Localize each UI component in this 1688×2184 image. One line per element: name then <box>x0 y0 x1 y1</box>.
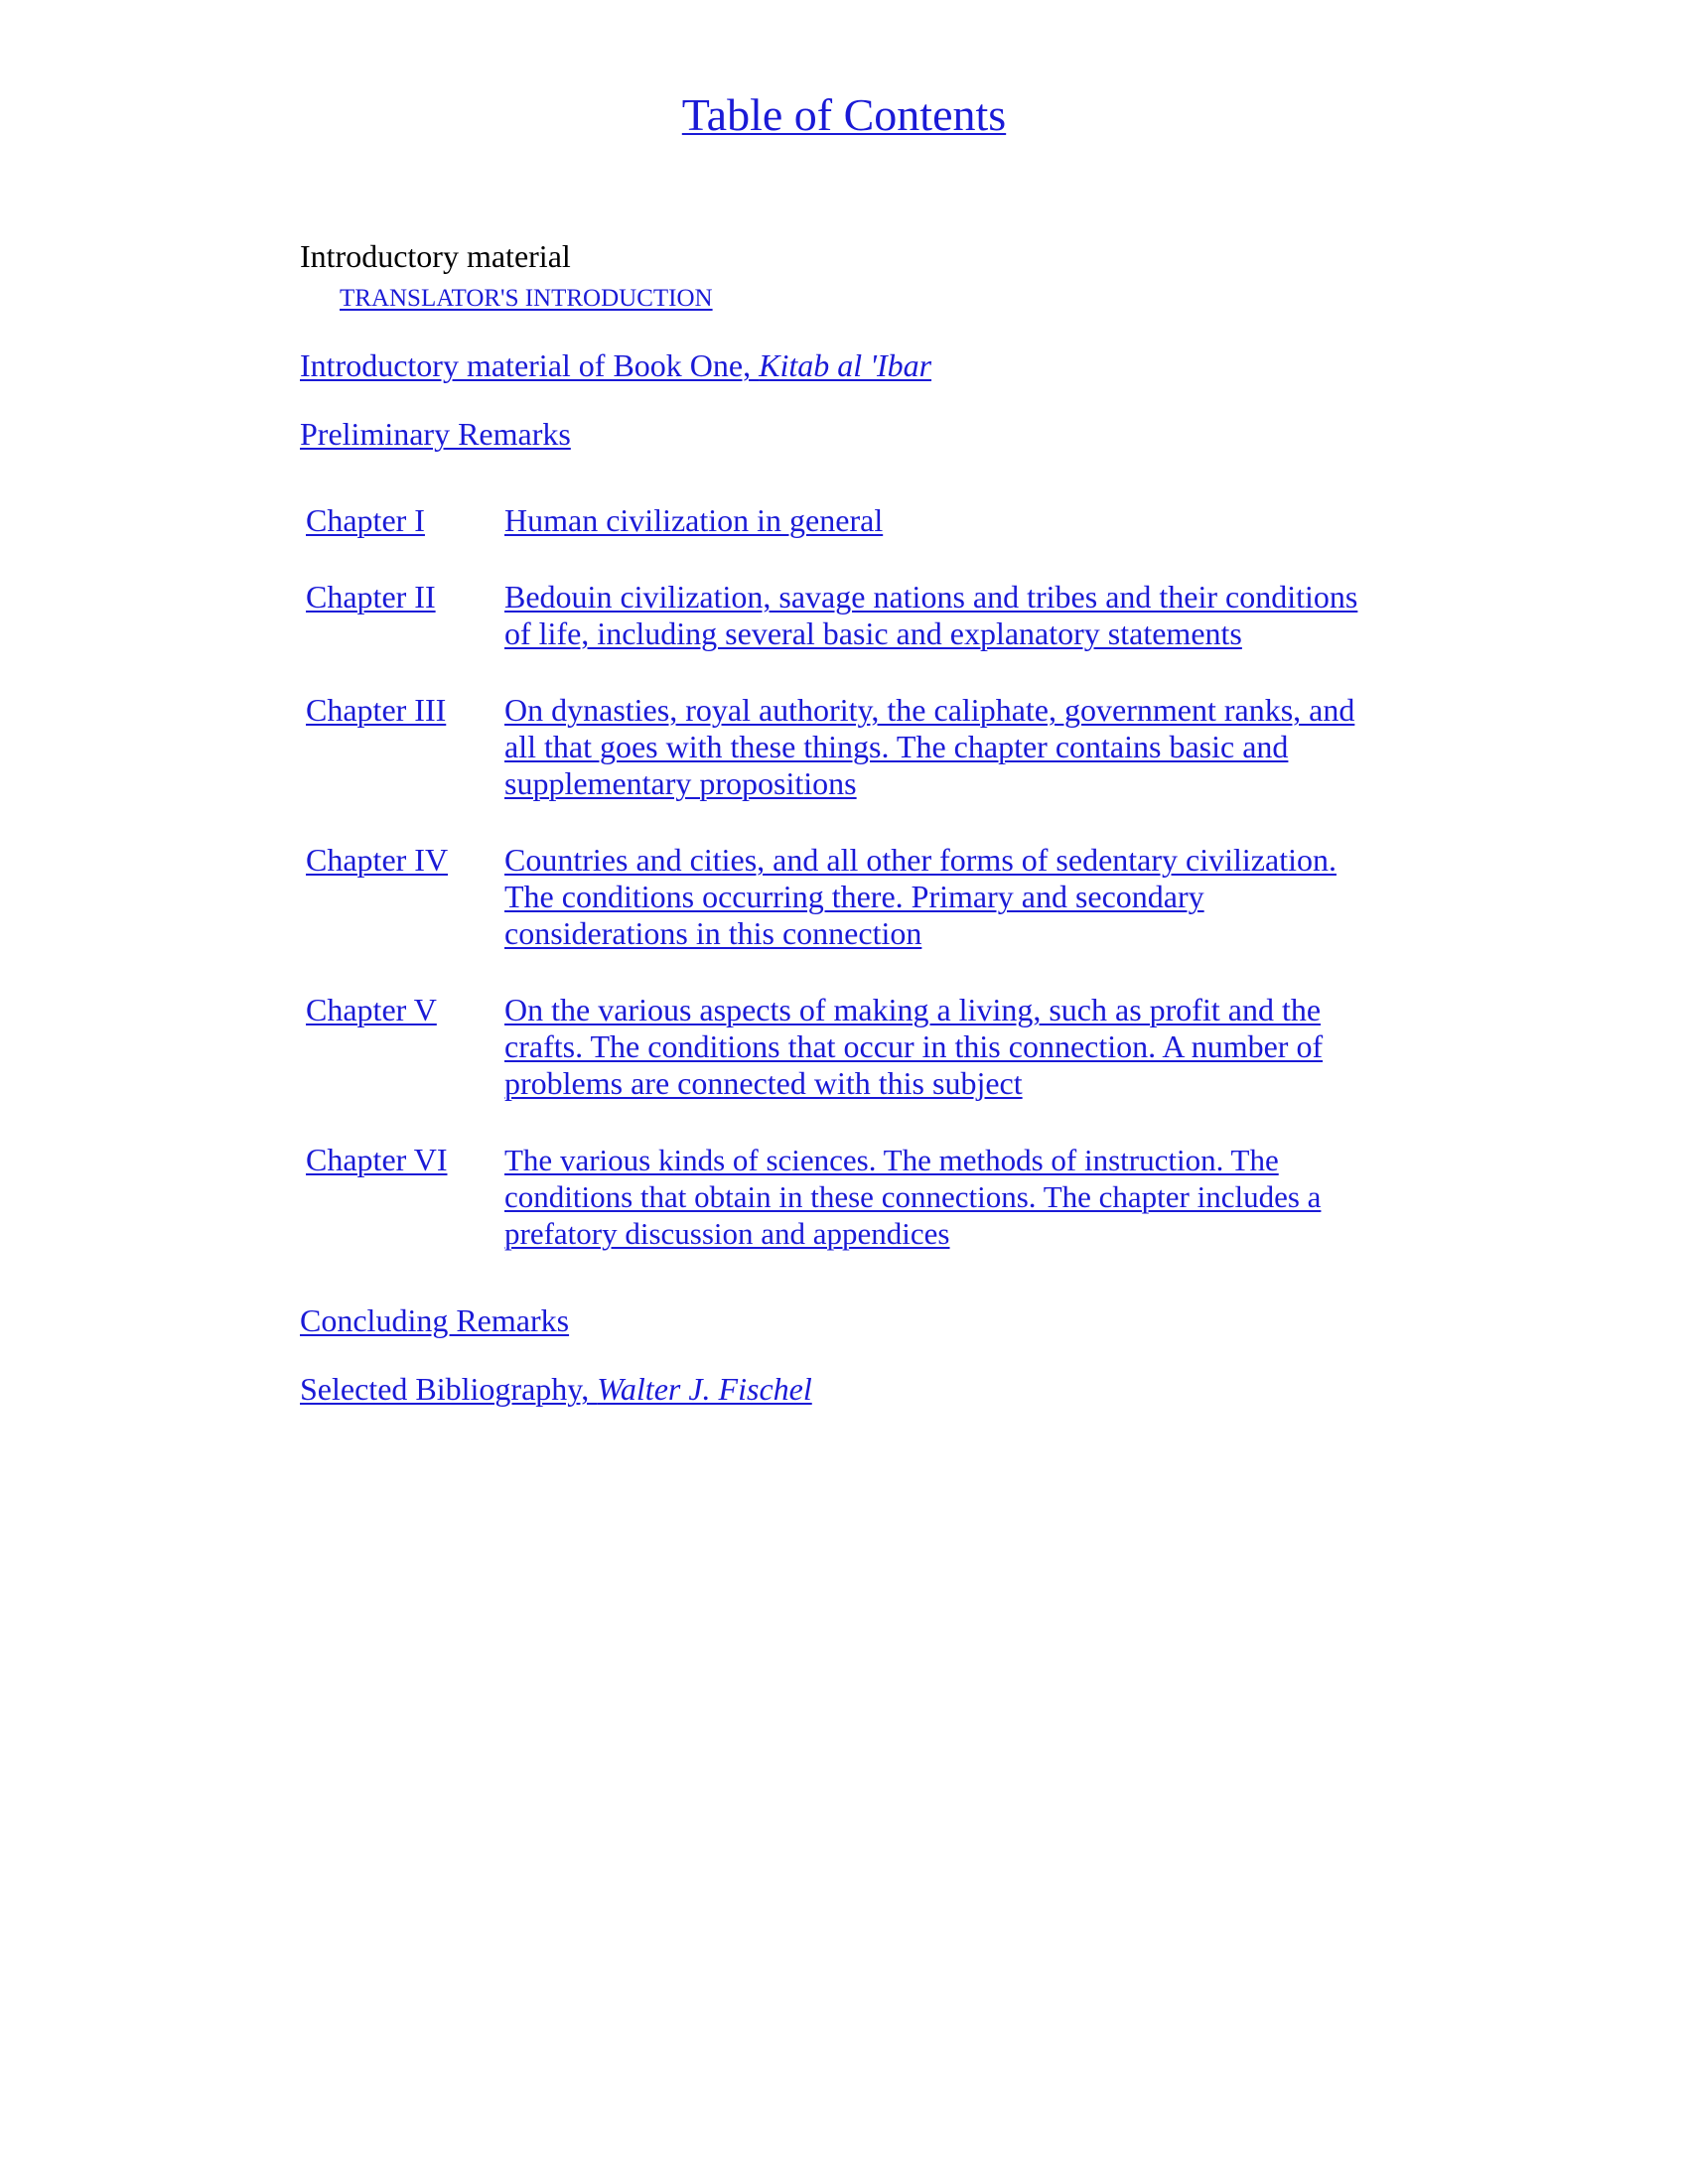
chapter-description <box>504 842 1388 952</box>
chapter-row <box>300 842 1412 952</box>
book-one-entry <box>300 343 931 387</box>
chapter-row <box>300 502 1412 539</box>
book-one-label: Introductory material of Book One, <box>300 347 760 383</box>
book-one-link[interactable] <box>300 347 931 383</box>
chapter-description <box>504 992 1388 1102</box>
chapter-5-number-link[interactable]: Chapter V <box>306 992 437 1027</box>
chapter-row <box>300 579 1412 652</box>
chapter-1-title-link[interactable]: Human civilization in general <box>504 502 884 538</box>
bibliography-entry <box>300 1367 812 1411</box>
bibliography-label: Selected Bibliography, <box>300 1371 598 1407</box>
chapter-1-number-link[interactable]: Chapter I <box>306 502 425 538</box>
page-title <box>0 85 1688 145</box>
book-one-italic-title: Kitab al 'Ibar <box>759 347 932 383</box>
chapter-list <box>300 502 1412 1292</box>
concluding-remarks-link[interactable]: Concluding Remarks <box>300 1302 570 1338</box>
chapter-row <box>300 1142 1412 1252</box>
chapter-4-title-link[interactable]: Countries and cities, and all other forms of sedentary civilization. The conditions occurring there. Primary and secondary considerations in this connection <box>504 842 1336 951</box>
chapter-6-number-link[interactable]: Chapter VI <box>306 1142 448 1177</box>
chapter-number <box>300 502 504 539</box>
chapter-2-number-link[interactable]: Chapter II <box>306 579 436 614</box>
chapter-number <box>300 992 504 1102</box>
chapter-row <box>300 692 1412 802</box>
concluding-remarks-entry <box>300 1298 569 1342</box>
chapter-4-number-link[interactable]: Chapter IV <box>306 842 449 878</box>
translator-introduction-link[interactable]: TRANSLATOR'S INTRODUCTION <box>340 285 713 312</box>
chapter-description <box>504 579 1388 652</box>
translator-introduction-entry <box>340 282 713 316</box>
chapter-5-title-link[interactable]: On the various aspects of making a living, such as profit and the crafts. The conditions that occur in this connection. A number of problems are connected with this subject <box>504 992 1324 1101</box>
chapter-description <box>504 692 1388 802</box>
bibliography-link[interactable] <box>300 1371 812 1407</box>
bibliography-author: Walter J. Fischel <box>597 1371 812 1407</box>
preliminary-remarks-link[interactable]: Preliminary Remarks <box>300 416 571 452</box>
chapter-number <box>300 1142 504 1252</box>
preliminary-remarks-entry <box>300 412 571 456</box>
chapter-6-title-link[interactable]: The various kinds of sciences. The methods of instruction. The conditions that obtain in these connections. The chapter includes a prefatory discussion and appendices <box>504 1143 1322 1251</box>
chapter-3-title-link[interactable]: On dynasties, royal authority, the caliphate, government ranks, and all that goes with these things. The chapter contains basic and supplementary propositions <box>504 692 1355 801</box>
chapter-description <box>504 1142 1388 1252</box>
chapter-2-title-link[interactable]: Bedouin civilization, savage nations and tribes and their conditions of life, including several basic and explanatory statements <box>504 579 1358 651</box>
introductory-material-heading: Introductory material <box>300 238 571 274</box>
chapter-description <box>504 502 1388 539</box>
chapter-3-number-link[interactable]: Chapter III <box>306 692 447 728</box>
chapter-row <box>300 992 1412 1102</box>
chapter-number <box>300 579 504 652</box>
page-title-link[interactable]: Table of Contents <box>681 89 1007 140</box>
chapter-number <box>300 692 504 802</box>
chapter-number <box>300 842 504 952</box>
